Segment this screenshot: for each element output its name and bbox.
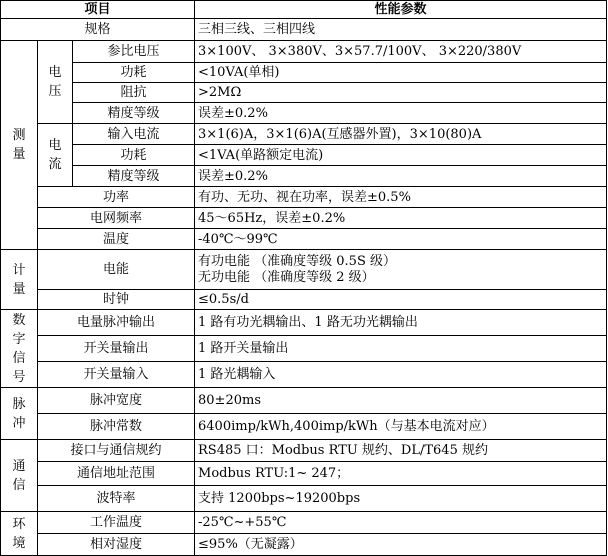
row-label: 输入电流 bbox=[73, 124, 195, 145]
row-value: 1 路有功光耦输出、1 路无功光耦输出 bbox=[195, 310, 607, 336]
table-row bbox=[1, 187, 607, 208]
table-row bbox=[1, 208, 607, 229]
header-item: 项目 bbox=[1, 1, 195, 19]
table-row bbox=[1, 166, 607, 187]
row-value: ≤95%（无凝露） bbox=[195, 534, 607, 556]
table-row bbox=[1, 83, 607, 103]
row-value: RS485 口：Modbus RTU 规约、DL/T645 规约 bbox=[195, 440, 607, 462]
row-label: 开关量输入 bbox=[38, 362, 195, 388]
table-row bbox=[1, 388, 607, 414]
row-label: 脉冲常数 bbox=[38, 414, 195, 440]
row-label: 接口与通信规约 bbox=[38, 440, 195, 462]
row-label: 电量脉冲输出 bbox=[38, 310, 195, 336]
row-label: 电能 bbox=[38, 250, 195, 290]
row-value: <10VA(单相) bbox=[195, 63, 607, 83]
row-label: 时钟 bbox=[38, 290, 195, 310]
row-label: 功耗 bbox=[73, 63, 195, 83]
row-label: 精度等级 bbox=[73, 103, 195, 124]
table-row bbox=[1, 534, 607, 556]
row-value: -40℃～99℃ bbox=[195, 229, 607, 250]
row-value: ≤0.5s/d bbox=[195, 290, 607, 310]
subgroup-label-current: 电 流 bbox=[38, 124, 73, 187]
row-value: 有功、无功、视在功率，误差±0.5% bbox=[195, 187, 607, 208]
group-label-metering: 计 量 bbox=[1, 250, 38, 310]
row-value: 1 路开关量输出 bbox=[195, 336, 607, 362]
table-row bbox=[1, 440, 607, 462]
group-label-pulse: 脉 冲 bbox=[1, 388, 38, 440]
row-label: 开关量输出 bbox=[38, 336, 195, 362]
table-row bbox=[1, 486, 607, 512]
row-value: 80±20ms bbox=[195, 388, 607, 414]
row-value: <1VA(单路额定电流) bbox=[195, 145, 607, 166]
row-label: 参比电压 bbox=[73, 41, 195, 63]
group-label-env: 环 境 bbox=[1, 512, 38, 556]
row-value: 3×1(6)A，3×1(6)A(互感器外置)，3×10(80)A bbox=[195, 124, 607, 145]
subgroup-label-voltage: 电 压 bbox=[38, 41, 73, 124]
row-value: 误差±0.2% bbox=[195, 166, 607, 187]
table-row bbox=[1, 103, 607, 124]
row-label: 功耗 bbox=[73, 145, 195, 166]
row-label: 功率 bbox=[38, 187, 195, 208]
row-label: 温度 bbox=[38, 229, 195, 250]
table-row bbox=[1, 41, 607, 63]
row-label: 工作温度 bbox=[38, 512, 195, 534]
row-label: 相对湿度 bbox=[38, 534, 195, 556]
table-row bbox=[1, 336, 607, 362]
row-value-multiline: 有功电能 （准确度等级 0.5S 级） 无功电能 （准确度等级 2 级） bbox=[195, 250, 607, 290]
table-row bbox=[1, 19, 607, 41]
row-label: 精度等级 bbox=[73, 166, 195, 187]
row-label: 电网频率 bbox=[38, 208, 195, 229]
row-value: 三相三线、三相四线 bbox=[195, 19, 607, 41]
row-label: 脉冲宽度 bbox=[38, 388, 195, 414]
group-label-digital: 数 字 信 号 bbox=[1, 310, 38, 388]
table-row bbox=[1, 512, 607, 534]
row-label: 通信地址范围 bbox=[38, 462, 195, 486]
row-value: 45～65Hz，误差±0.2% bbox=[195, 208, 607, 229]
row-value: Modbus RTU:1~ 247； bbox=[195, 462, 607, 486]
row-value: -25℃~+55℃ bbox=[195, 512, 607, 534]
table-row bbox=[1, 145, 607, 166]
row-value: >2MΩ bbox=[195, 83, 607, 103]
table-row bbox=[1, 124, 607, 145]
table-row bbox=[1, 290, 607, 310]
group-label-comm: 通 信 bbox=[1, 440, 38, 512]
row-value: 3×100V、 3×380V、3×57.7/100V、 3×220/380V bbox=[195, 41, 607, 63]
table-row bbox=[1, 362, 607, 388]
row-value: 1 路光耦输入 bbox=[195, 362, 607, 388]
row-value: 支持 1200bps~19200bps bbox=[195, 486, 607, 512]
row-label: 阻抗 bbox=[73, 83, 195, 103]
table-row bbox=[1, 63, 607, 83]
table-row bbox=[1, 462, 607, 486]
row-value: 6400imp/kWh,400imp/kWh（与基本电流对应） bbox=[195, 414, 607, 440]
table-row bbox=[1, 310, 607, 336]
row-label: 规格 bbox=[1, 19, 195, 41]
group-label-measure: 测 量 bbox=[1, 41, 38, 250]
header-param: 性能参数 bbox=[195, 1, 607, 19]
table-row bbox=[1, 229, 607, 250]
table-row bbox=[1, 250, 607, 290]
table-header-row bbox=[1, 1, 607, 19]
table-row bbox=[1, 414, 607, 440]
row-value: 误差±0.2% bbox=[195, 103, 607, 124]
row-label: 波特率 bbox=[38, 486, 195, 512]
